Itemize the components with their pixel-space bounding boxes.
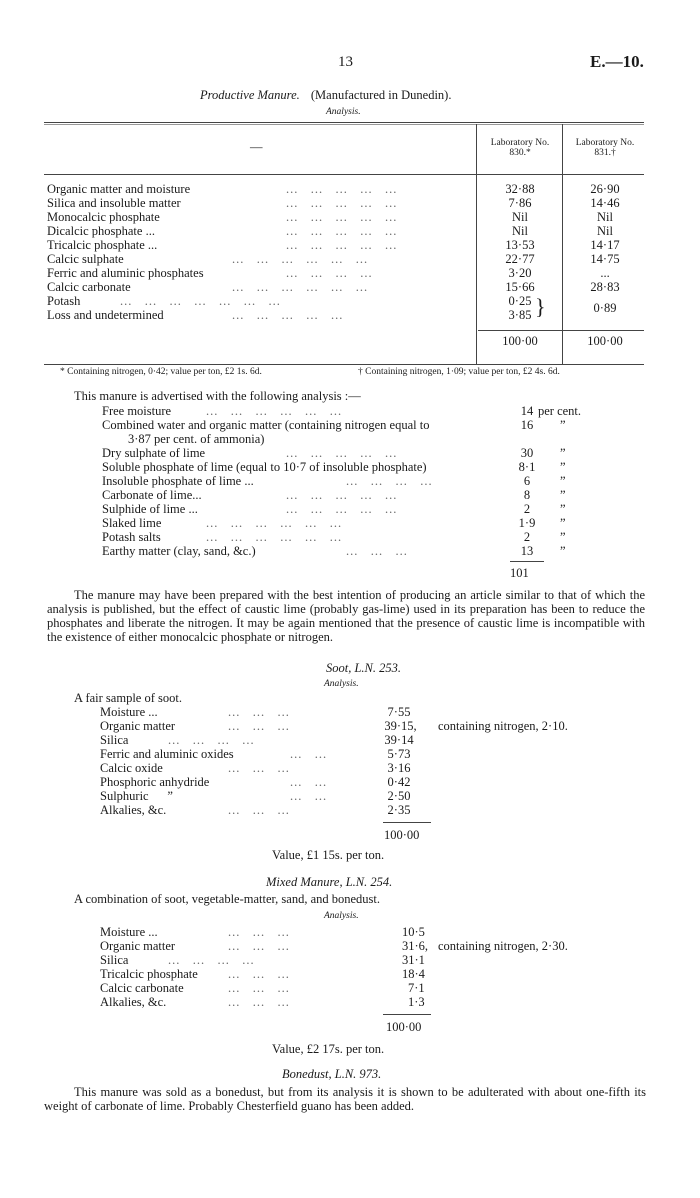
mixed-note: containing nitrogen, 2·30. <box>438 939 568 953</box>
list-item <box>0 516 700 530</box>
row-value-830: 3·20 <box>508 266 532 280</box>
advertised-total: 101 <box>510 566 529 580</box>
advertised-leader-dots: ... ... ... ... ... ... <box>206 404 343 418</box>
mixed-leader-dots: ... ... ... <box>228 925 290 939</box>
total-831: 100·00 <box>587 334 623 348</box>
soot-total: 100·00 <box>384 828 420 842</box>
list-item <box>0 544 700 558</box>
advertised-label: Soluble phosphate of lime (equal to 10·7 of insoluble phosphate) <box>102 460 427 474</box>
productive-title: Productive Manure. <box>200 88 300 102</box>
row-value-830: 0·25 <box>508 294 532 308</box>
advertised-value: 1·9 <box>518 516 536 530</box>
row-leader-dots: ... ... ... ... ... <box>286 182 398 196</box>
advertised-leader-dots: ... ... ... ... <box>346 474 433 488</box>
row-leader-dots: ... ... ... ... ... <box>286 210 398 224</box>
mixed-leader-dots: ... ... ... <box>228 939 290 953</box>
list-item <box>0 502 700 516</box>
mixed-label: Calcic carbonate <box>100 981 184 995</box>
soot-value: 7·55 <box>387 705 411 719</box>
advertised-label: Free moisture <box>102 404 172 418</box>
row-label: Ferric and aluminic phosphates <box>47 266 204 280</box>
list-item <box>0 775 700 789</box>
row-value-830: Nil <box>512 210 528 224</box>
advertised-label: Earthy matter (clay, sand, &c.) <box>102 544 256 558</box>
soot-value: 39·14 <box>384 733 414 747</box>
row-value-830: 32·88 <box>505 182 535 196</box>
commentary-paragraph: The manure may have been prepared with the best intention of producing an article similar to that of which the analysis is published, but the effect of caustic lime (probably gas-lime) used in its preparation has been to reduce the phosphates and liberate the nitrogen. It may be again mentioned that the presence of caustic lime is incompatible with the existence of either monocalcic phosphate or nitrogen. <box>47 588 645 644</box>
soot-analysis-heading: Analysis. <box>324 679 359 689</box>
soot-label: Moisture ... <box>100 705 158 719</box>
mixed-value: 18·4 <box>402 967 425 981</box>
list-item <box>0 460 700 474</box>
list-item <box>0 488 700 502</box>
list-item <box>0 733 700 747</box>
soot-leader-dots: ... ... <box>290 747 328 761</box>
row-value-831: 14·17 <box>590 238 620 252</box>
productive-subtitle: (Manufactured in Dunedin). <box>310 88 452 102</box>
advertised-label: Potash salts <box>102 530 161 544</box>
brace-mark: } <box>535 294 546 319</box>
mixed-value: 10·5 <box>402 925 425 939</box>
advertised-unit: ” <box>560 488 566 502</box>
advertised-unit: ” <box>560 530 566 544</box>
soot-label: Organic matter <box>100 719 176 733</box>
row-value-830: 15·66 <box>505 280 535 294</box>
mixed-label: Organic matter <box>100 939 176 953</box>
list-item <box>0 925 700 939</box>
lab-830-line2: 830.* <box>509 148 531 158</box>
row-label: Organic matter and moisture <box>47 182 191 196</box>
list-item <box>0 705 700 719</box>
mixed-leader-dots: ... ... ... <box>228 967 290 981</box>
row-value-830: Nil <box>512 224 528 238</box>
row-leader-dots: ... ... ... ... ... ... <box>232 252 369 266</box>
row-label: Calcic carbonate <box>47 280 131 294</box>
soot-label: Sulphuric ” <box>100 789 173 803</box>
soot-label: Ferric and aluminic oxides <box>100 747 234 761</box>
mixed-value: 7·1 <box>408 981 425 995</box>
lab-831-line1: Laboratory No. <box>575 138 635 148</box>
mixed-label: Tricalcic phosphate <box>100 967 198 981</box>
row-leader-dots: ... ... ... ... ... <box>286 238 398 252</box>
table-row <box>0 182 700 196</box>
row-leader-dots: ... ... ... ... <box>286 266 373 280</box>
advertised-label: Sulphide of lime ... <box>102 502 198 516</box>
soot-value: 2·35 <box>387 803 411 817</box>
soot-leader-dots: ... ... <box>290 789 328 803</box>
advertised-value: 30 <box>520 446 534 460</box>
table-header-blank: — <box>250 140 263 154</box>
list-item <box>0 939 700 953</box>
row-leader-dots: ... ... ... ... ... <box>286 196 398 210</box>
table-row <box>0 196 700 210</box>
soot-value: 5·73 <box>387 747 411 761</box>
mixed-total-rule <box>383 1014 431 1015</box>
advertised-label: Dry sulphate of lime <box>102 446 206 460</box>
row-value-831: 14·75 <box>590 252 620 266</box>
soot-value: 39·15, <box>384 719 417 733</box>
list-item <box>0 530 700 544</box>
footnote-830: * Containing nitrogen, 0·42; value per ton, £2 1s. 6d. <box>60 367 262 377</box>
mixed-leader-dots: ... ... ... <box>228 981 290 995</box>
row-label: Silica and insoluble matter <box>47 196 181 210</box>
advertised-unit: ” <box>560 544 566 558</box>
mixed-total: 100·00 <box>386 1020 422 1034</box>
mixed-leader-dots: ... ... ... ... <box>168 953 255 967</box>
list-item <box>0 789 700 803</box>
list-item <box>0 761 700 775</box>
soot-label: Alkalies, &c. <box>100 803 167 817</box>
list-item <box>0 474 700 488</box>
table-row <box>0 280 700 294</box>
mixed-label: Alkalies, &c. <box>100 995 167 1009</box>
lab-831-line2: 831.† <box>594 148 616 158</box>
advertised-unit: ” <box>560 516 566 530</box>
row-leader-dots: ... ... ... ... ... ... ... <box>120 294 281 308</box>
list-item <box>0 747 700 761</box>
advertised-label: Carbonate of lime... <box>102 488 202 502</box>
list-item <box>0 418 700 432</box>
advertised-leader-dots: ... ... ... <box>346 544 408 558</box>
soot-note: containing nitrogen, 2·10. <box>438 719 568 733</box>
advertised-label: Combined water and organic matter (containing nitrogen equal to <box>102 418 430 432</box>
document-reference: E.—10. <box>590 52 644 71</box>
soot-total-rule <box>383 822 431 823</box>
list-item <box>0 404 700 418</box>
footnote-831: † Containing nitrogen, 1·09; value per ton, £2 4s. 6d. <box>358 367 560 377</box>
mixed-leader-dots: ... ... ... <box>228 995 290 1009</box>
row-value-830: 13·53 <box>505 238 535 252</box>
mixed-value-per-ton: Value, £2 17s. per ton. <box>272 1042 385 1056</box>
row-value-831: 14·46 <box>590 196 620 210</box>
row-value-831: 0·89 <box>593 301 617 315</box>
list-item <box>0 967 700 981</box>
mixed-title: Mixed Manure, L.N. 254. <box>266 875 393 889</box>
table-row <box>0 308 700 322</box>
advertised-intro: This manure is advertised with the following analysis :— <box>74 389 361 403</box>
advertised-unit: ” <box>560 446 566 460</box>
row-label: Dicalcic phosphate ... <box>47 224 155 238</box>
advertised-leader-dots: ... ... ... ... ... ... <box>206 530 343 544</box>
mixed-value: 31·1 <box>402 953 425 967</box>
advertised-value: 2 <box>523 530 531 544</box>
soot-title: Soot, L.N. 253. <box>326 661 402 675</box>
row-value-831: 26·90 <box>590 182 620 196</box>
soot-value: 2·50 <box>387 789 411 803</box>
soot-leader-dots: ... ... ... <box>228 761 290 775</box>
mixed-intro: A combination of soot, vegetable-matter, sand, and bonedust. <box>74 892 381 906</box>
mixed-label: Moisture ... <box>100 925 158 939</box>
advertised-value: 8 <box>523 488 531 502</box>
row-value-831: Nil <box>597 210 613 224</box>
table-header-rule <box>44 174 644 175</box>
advertised-label: Slaked lime <box>102 516 162 530</box>
productive-analysis-heading: Analysis. <box>326 107 361 117</box>
table-top-rule-2 <box>44 124 644 125</box>
table-row <box>0 266 700 280</box>
soot-value-per-ton: Value, £1 15s. per ton. <box>272 848 385 862</box>
advertised-leader-dots: ... ... ... ... ... <box>286 446 398 460</box>
row-leader-dots: ... ... ... ... ... <box>286 224 398 238</box>
table-header-lab-830 <box>478 138 562 158</box>
advertised-value: 16 <box>520 418 534 432</box>
list-item <box>0 803 700 817</box>
table-row <box>0 224 700 238</box>
mixed-value: 1·3 <box>408 995 425 1009</box>
row-value-831: 28·83 <box>590 280 620 294</box>
total-830: 100·00 <box>502 334 538 348</box>
advertised-value: 2 <box>523 502 531 516</box>
soot-value: 3·16 <box>387 761 411 775</box>
advertised-value: 8·1 <box>518 460 536 474</box>
advertised-unit: ” <box>560 418 566 432</box>
soot-value: 0·42 <box>387 775 411 789</box>
list-item <box>0 432 700 446</box>
list-item <box>0 719 700 733</box>
list-item <box>0 981 700 995</box>
total-rule <box>478 330 644 331</box>
table-bottom-rule <box>44 364 644 365</box>
row-label: Potash <box>47 294 81 308</box>
lab-830-line1: Laboratory No. <box>490 138 550 148</box>
advertised-value: 6 <box>523 474 531 488</box>
soot-leader-dots: ... ... ... <box>228 719 290 733</box>
row-value-831: ... <box>600 266 610 280</box>
row-value-830: 22·77 <box>505 252 535 266</box>
advertised-unit: ” <box>560 474 566 488</box>
section-title-productive <box>200 88 451 103</box>
list-item <box>0 446 700 460</box>
soot-intro: A fair sample of soot. <box>74 691 182 705</box>
advertised-value: 14 <box>520 404 534 418</box>
row-label: Loss and undetermined <box>47 308 164 322</box>
advertised-label: 3·87 per cent. of ammonia) <box>128 432 265 446</box>
table-row <box>0 252 700 266</box>
soot-leader-dots: ... ... ... <box>228 705 290 719</box>
advertised-unit: per cent. <box>538 404 582 418</box>
bonedust-title: Bonedust, L.N. 973. <box>282 1067 382 1081</box>
soot-label: Calcic oxide <box>100 761 163 775</box>
mixed-value: 31·6, <box>402 939 429 953</box>
advertised-label: Insoluble phosphate of lime ... <box>102 474 254 488</box>
soot-leader-dots: ... ... ... <box>228 803 290 817</box>
list-item <box>0 995 700 1009</box>
table-row <box>0 238 700 252</box>
advertised-unit: ” <box>560 502 566 516</box>
soot-leader-dots: ... ... <box>290 775 328 789</box>
soot-label: Phosphoric anhydride <box>100 775 210 789</box>
advertised-leader-dots: ... ... ... ... ... <box>286 488 398 502</box>
soot-leader-dots: ... ... ... ... <box>168 733 255 747</box>
table-row <box>0 210 700 224</box>
advertised-leader-dots: ... ... ... ... ... ... <box>206 516 343 530</box>
page-number: 13 <box>338 54 353 70</box>
advertised-total-rule <box>510 561 544 562</box>
advertised-unit: ” <box>560 460 566 474</box>
table-top-rule <box>44 122 644 123</box>
advertised-value: 13 <box>520 544 534 558</box>
row-leader-dots: ... ... ... ... ... <box>232 308 344 322</box>
mixed-label: Silica <box>100 953 129 967</box>
bonedust-paragraph: This manure was sold as a bonedust, but from its analysis it is shown to be adulterated with about one-fifth its weight of carbonate of lime. Probably Chesterfield guano has been added. <box>44 1085 646 1113</box>
row-leader-dots: ... ... ... ... ... ... <box>232 280 369 294</box>
row-label: Calcic sulphate <box>47 252 124 266</box>
row-label: Tricalcic phosphate ... <box>47 238 158 252</box>
row-value-831: Nil <box>597 224 613 238</box>
row-value-830: 3·85 <box>508 308 532 322</box>
table-header-lab-831 <box>563 138 647 158</box>
row-value-830: 7·86 <box>508 196 532 210</box>
row-label: Monocalcic phosphate <box>47 210 160 224</box>
soot-label: Silica <box>100 733 129 747</box>
list-item <box>0 953 700 967</box>
advertised-leader-dots: ... ... ... ... ... <box>286 502 398 516</box>
mixed-analysis-heading: Analysis. <box>324 911 359 921</box>
